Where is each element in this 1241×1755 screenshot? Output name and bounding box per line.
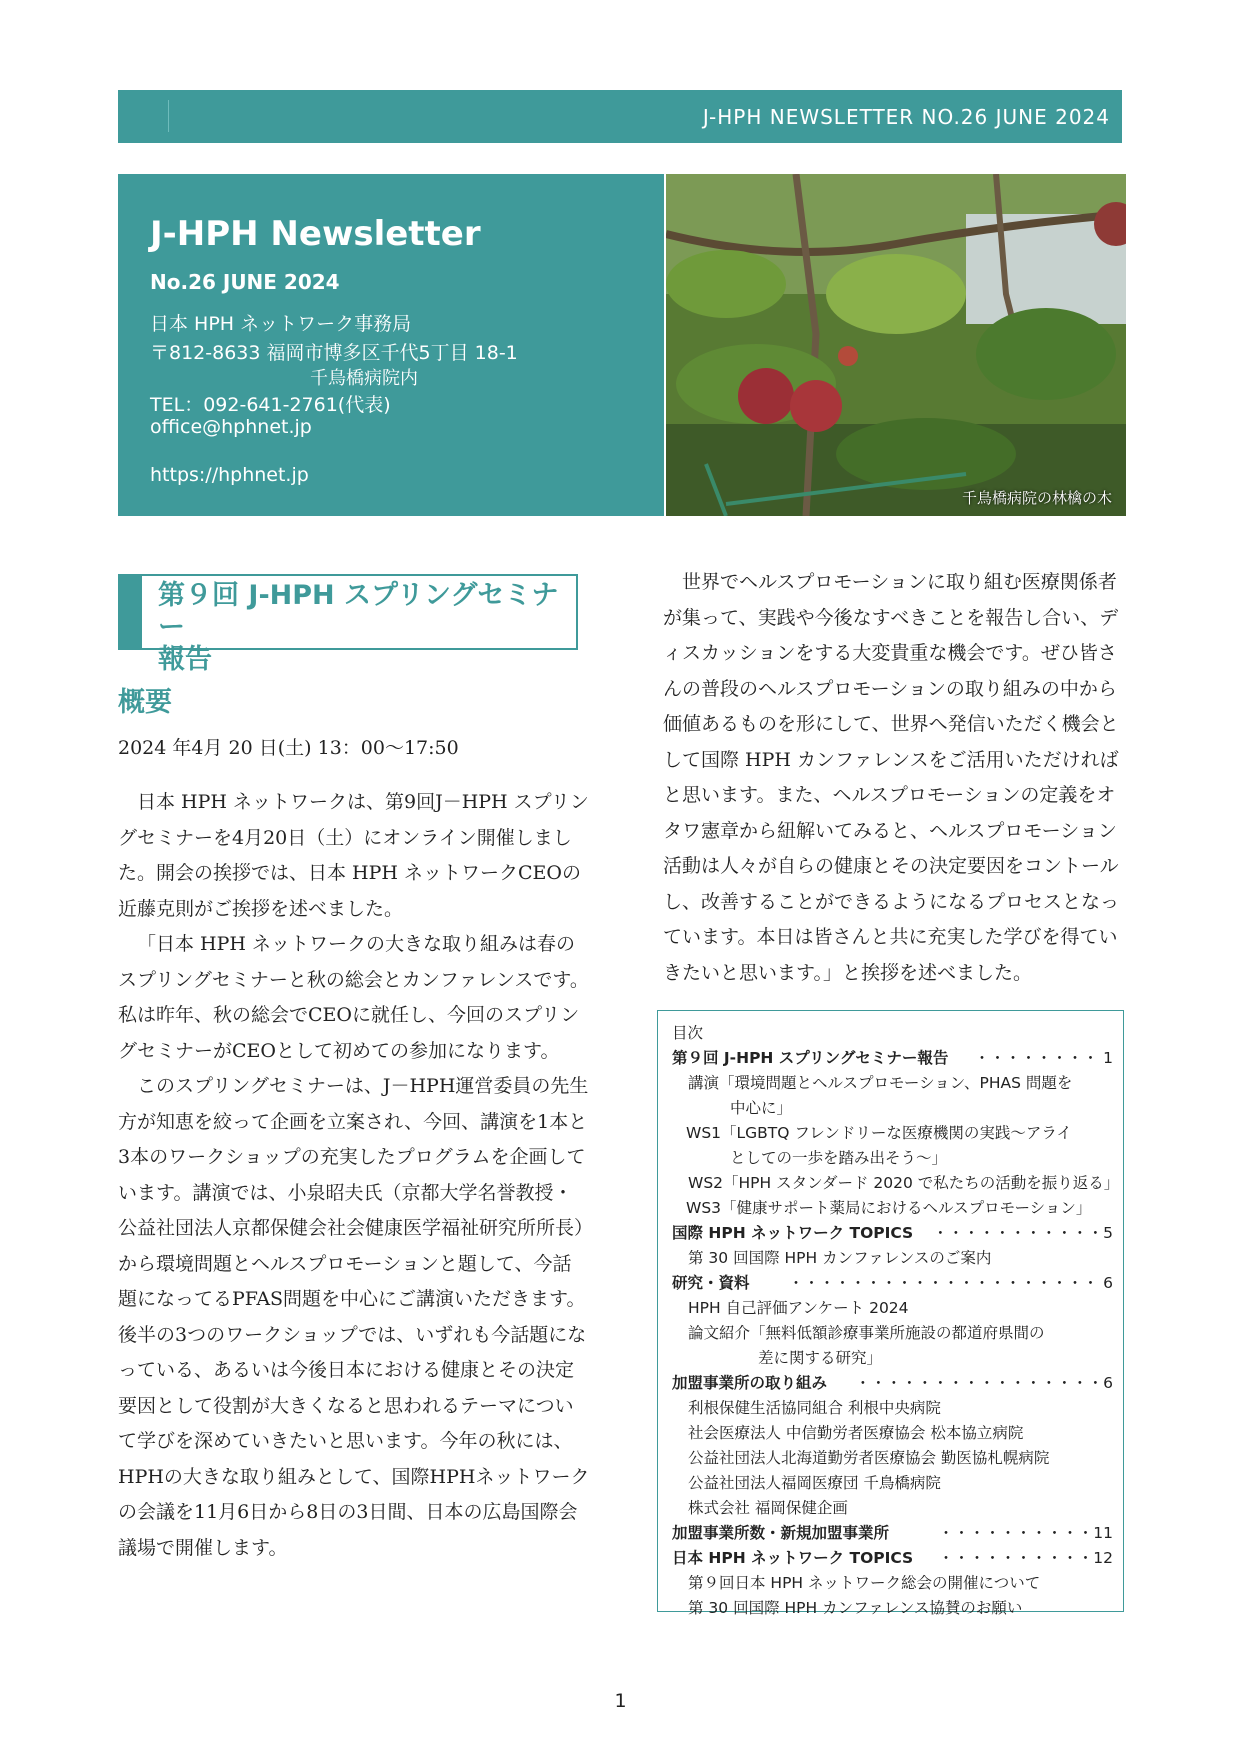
article-paragraph-2: 「日本 HPH ネットワークの大きな取り組みは春のスプリングセミナーと秋の総会とカンファレンスです。私は昨年、秋の総会でCEOに就任し、今回のスプリングセミナーがCEOとして初めての参加になります。 <box>118 933 589 1062</box>
issue-number: No.26 JUNE 2024 <box>150 270 340 294</box>
toc-item: 国際 HPH ネットワーク TOPICS <box>672 1224 914 1242</box>
newsletter-title: J-HPH Newsletter <box>150 214 481 254</box>
website-link[interactable]: https://hphnet.jp <box>150 464 309 486</box>
article-paragraph-1: 日本 HPH ネットワークは、第9回J－HPH スプリングセミナーを4月20日（土）にオンライン開催しました。開会の挨拶では、日本 HPH ネットワークCEOの近藤克則がご挨拶を述べました。 <box>118 791 589 920</box>
section-title <box>158 580 576 676</box>
toc-heading: 目次 <box>672 1024 704 1042</box>
address-line-2: 千鳥橋病院内 <box>310 368 418 389</box>
subheading-overview: 概要 <box>118 687 172 718</box>
toc-page-ref: ・・・・・・・・ 1 <box>974 1049 1113 1067</box>
article-paragraph-4: 世界でヘルスプロモーションに取り組む医療関係者が集って、実践や今後なすべきことを報告し合い、ディスカッションをする大変貴重な機会です。ぜひ皆さんの普段のヘルスプロモーションの取り組みの中から価値あるものを形にして、世界へ発信いただく機会として国際 HPH カンファレンスをご活用いただければと思います。また、ヘルスプロモーションの定義をオタワ憲章から紐解いてみると、ヘルスプロモーション活動は人々が自らの健康とその決定要因をコントールし、改善することができるようになるプロセスとなっています。本日は皆さんと共に充実した学びを得ていきたいと思います。」と挨拶を述べました。 <box>663 571 1120 984</box>
toc-item: 講演「環境問題とヘルスプロモーション、PHAS 問題を <box>688 1074 1073 1092</box>
apple-tree-illustration <box>666 174 1126 516</box>
organization-name: 日本 HPH ネットワーク事務局 <box>150 313 412 335</box>
toc-item: 公益社団法人福岡医療団 千鳥橋病院 <box>688 1474 941 1492</box>
article-right-column <box>663 565 1123 991</box>
toc-item: 第 30 回国際 HPH カンファレンス協賛のお願い <box>688 1599 1023 1617</box>
toc-item: 株式会社 福岡保健企画 <box>688 1499 848 1517</box>
toc-item: 論文紹介「無料低額診療事業所施設の都道府県間の <box>688 1324 1045 1342</box>
banner-text: J-HPH NEWSLETTER NO.26 JUNE 2024 <box>702 104 1110 129</box>
toc-item: WS1「LGBTQ フレンドリーな医療機関の実践～アライ <box>686 1124 1072 1142</box>
masthead <box>118 174 664 516</box>
banner-divider <box>168 100 169 132</box>
apple-tree-photo <box>666 174 1126 516</box>
toc-page-ref: ・・・・・・・・・・・・・・・・・・・・ 6 <box>788 1274 1113 1292</box>
toc-item: WS2「HPH スタンダード 2020 で私たちの活動を振り返る」 <box>688 1174 1120 1192</box>
page-number: 1 <box>614 1690 627 1712</box>
toc-page-ref: ・・・・・・・・・・・5 <box>932 1224 1113 1242</box>
section-title-line-1: 第９回 J-HPH スプリングセミナー <box>158 580 559 643</box>
table-of-contents <box>657 1010 1124 1617</box>
toc-item: 差に関する研究」 <box>758 1349 883 1367</box>
toc-item: 日本 HPH ネットワーク TOPICS <box>672 1549 914 1567</box>
toc-item: 第 30 回国際 HPH カンファレンスのご案内 <box>688 1249 992 1267</box>
toc-item: HPH 自己評価アンケート 2024 <box>688 1299 909 1317</box>
section-title-line-2: 報告 <box>158 644 212 675</box>
section-heading-accent <box>120 576 142 648</box>
article-left-column <box>118 785 590 1566</box>
telephone: TEL：092-641-2761(代表) <box>150 394 391 416</box>
toc-page-ref: ・・・・・・・・・・12 <box>938 1549 1113 1567</box>
toc-item: 第９回日本 HPH ネットワーク総会の開催について <box>688 1574 1041 1592</box>
toc-item: 第９回 J-HPH スプリングセミナー報告 <box>672 1049 949 1067</box>
toc-item: 公益社団法人北海道勤労者医療協会 勤医協札幌病院 <box>688 1449 1050 1467</box>
photo-caption: 千鳥橋病院の林檎の木 <box>961 489 1112 507</box>
email-link[interactable]: office@hphnet.jp <box>150 416 312 438</box>
section-heading-box <box>118 574 578 675</box>
toc-item: 加盟事業所数・新規加盟事業所 <box>672 1524 890 1542</box>
toc-item: 加盟事業所の取り組み <box>672 1374 828 1392</box>
toc-item: WS3「健康サポート薬局におけるヘルスプロモーション」 <box>686 1199 1092 1217</box>
toc-page-ref: ・・・・・・・・・・11 <box>938 1524 1113 1542</box>
article-paragraph-3: このスプリングセミナーは、J－HPH運営委員の先生方が知恵を絞って企画を立案され、今回、講演を1本と3本のワークショップの充実したプログラムを企画しています。講演では、小泉昭夫氏（京都大学名誉教授・公益社団法人京都保健会社会健康医学福祉研究所所長）から環境問題とヘルスプロモーションと題して、今話題になってるPFAS問題を中心にご講演いただきます。後半の3つのワークショップでは、いずれも今話題になっている、あるいは今後日本における健康とその決定要因として役割が大きくなると思われるテーマについて学びを深めていきたいと思います。今年の秋には、HPHの大きな取り組みとして、国際HPHネットワークの会議を11月6日から8日の3日間、日本の広島国際会議場で開催します。 <box>118 1075 590 1559</box>
event-date: 2024 年4月 20 日(土) 13：00～17:50 <box>118 737 459 759</box>
toc-item: 研究・資料 <box>672 1274 750 1292</box>
header-banner <box>118 90 1122 143</box>
toc-page-ref: ・・・・・・・・・・・・・・・・6 <box>855 1374 1113 1392</box>
toc-item: 中心に」 <box>730 1099 793 1117</box>
toc-item: としての一歩を踏み出そう～」 <box>730 1149 948 1167</box>
toc-item: 利根保健生活協同組合 利根中央病院 <box>688 1399 941 1417</box>
toc-item: 社会医療法人 中信勤労者医療協会 松本協立病院 <box>688 1424 1024 1442</box>
address-line-1: 〒812-8633 福岡市博多区千代5丁目 18-1 <box>150 342 518 364</box>
